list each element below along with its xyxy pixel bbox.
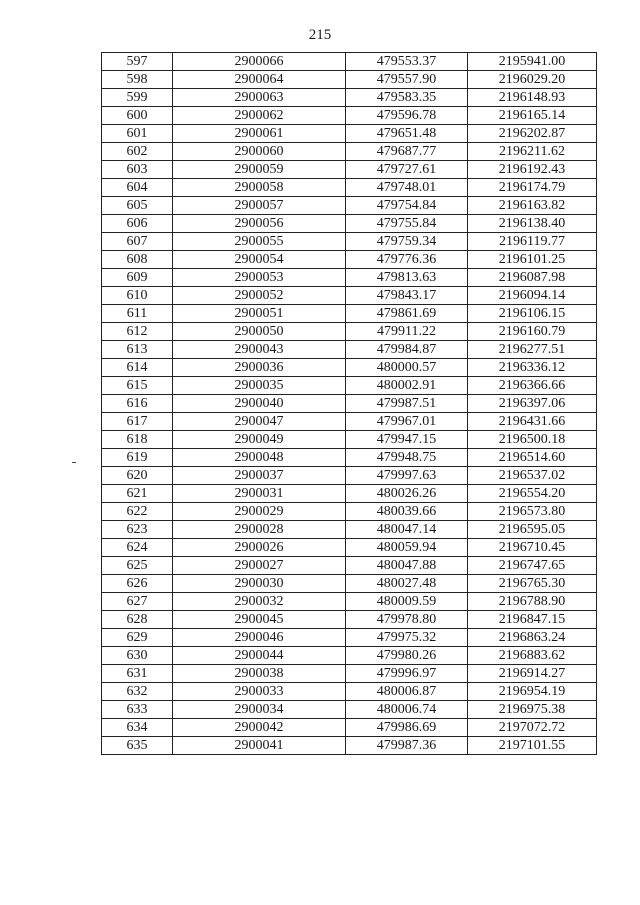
y-coordinate-cell: 2196029.20	[468, 71, 597, 89]
code-cell: 2900034	[173, 701, 346, 719]
code-cell: 2900036	[173, 359, 346, 377]
code-cell: 2900040	[173, 395, 346, 413]
point-number-cell: 629	[102, 629, 173, 647]
x-coordinate-cell: 479759.34	[346, 233, 468, 251]
point-number-cell: 600	[102, 107, 173, 125]
y-coordinate-cell: 2196192.43	[468, 161, 597, 179]
code-cell: 2900056	[173, 215, 346, 233]
point-number-cell: 603	[102, 161, 173, 179]
y-coordinate-cell: 2196106.15	[468, 305, 597, 323]
point-number-cell: 608	[102, 251, 173, 269]
point-number-cell: 625	[102, 557, 173, 575]
y-coordinate-cell: 2196087.98	[468, 269, 597, 287]
code-cell: 2900066	[173, 53, 346, 71]
table-row	[102, 71, 597, 89]
point-number-cell: 617	[102, 413, 173, 431]
point-number-cell: 601	[102, 125, 173, 143]
y-coordinate-cell: 2196119.77	[468, 233, 597, 251]
code-cell: 2900063	[173, 89, 346, 107]
y-coordinate-cell: 2196765.30	[468, 575, 597, 593]
table-row	[102, 557, 597, 575]
table-row	[102, 197, 597, 215]
x-coordinate-cell: 479986.69	[346, 719, 468, 737]
code-cell: 2900026	[173, 539, 346, 557]
x-coordinate-cell: 479557.90	[346, 71, 468, 89]
point-number-cell: 604	[102, 179, 173, 197]
code-cell: 2900029	[173, 503, 346, 521]
x-coordinate-cell: 479754.84	[346, 197, 468, 215]
x-coordinate-cell: 479843.17	[346, 287, 468, 305]
point-number-cell: 606	[102, 215, 173, 233]
x-coordinate-cell: 479980.26	[346, 647, 468, 665]
x-coordinate-cell: 479996.97	[346, 665, 468, 683]
point-number-cell: 610	[102, 287, 173, 305]
code-cell: 2900044	[173, 647, 346, 665]
table-row	[102, 521, 597, 539]
code-cell: 2900033	[173, 683, 346, 701]
x-coordinate-cell: 479596.78	[346, 107, 468, 125]
code-cell: 2900046	[173, 629, 346, 647]
table-row	[102, 683, 597, 701]
x-coordinate-cell: 479997.63	[346, 467, 468, 485]
point-number-cell: 613	[102, 341, 173, 359]
x-coordinate-cell: 479553.37	[346, 53, 468, 71]
point-number-cell: 619	[102, 449, 173, 467]
x-coordinate-cell: 480026.26	[346, 485, 468, 503]
point-number-cell: 632	[102, 683, 173, 701]
point-number-cell: 626	[102, 575, 173, 593]
table-row	[102, 53, 597, 71]
point-number-cell: 624	[102, 539, 173, 557]
y-coordinate-cell: 2196277.51	[468, 341, 597, 359]
y-coordinate-cell: 2196710.45	[468, 539, 597, 557]
x-coordinate-cell: 480027.48	[346, 575, 468, 593]
point-number-cell: 598	[102, 71, 173, 89]
code-cell: 2900052	[173, 287, 346, 305]
code-cell: 2900057	[173, 197, 346, 215]
x-coordinate-cell: 480039.66	[346, 503, 468, 521]
point-number-cell: 611	[102, 305, 173, 323]
y-coordinate-cell: 2196747.65	[468, 557, 597, 575]
table-row	[102, 323, 597, 341]
y-coordinate-cell: 2196573.80	[468, 503, 597, 521]
y-coordinate-cell: 2196954.19	[468, 683, 597, 701]
code-cell: 2900043	[173, 341, 346, 359]
table-row	[102, 395, 597, 413]
table-row	[102, 719, 597, 737]
code-cell: 2900041	[173, 737, 346, 755]
x-coordinate-cell: 479987.51	[346, 395, 468, 413]
x-coordinate-cell: 479967.01	[346, 413, 468, 431]
table-row	[102, 359, 597, 377]
point-number-cell: 623	[102, 521, 173, 539]
table-row	[102, 269, 597, 287]
table-row	[102, 143, 597, 161]
code-cell: 2900048	[173, 449, 346, 467]
table-row	[102, 305, 597, 323]
y-coordinate-cell: 2196366.66	[468, 377, 597, 395]
code-cell: 2900055	[173, 233, 346, 251]
x-coordinate-cell: 480009.59	[346, 593, 468, 611]
x-coordinate-cell: 479776.36	[346, 251, 468, 269]
x-coordinate-cell: 479651.48	[346, 125, 468, 143]
code-cell: 2900049	[173, 431, 346, 449]
y-coordinate-cell: 2196788.90	[468, 593, 597, 611]
code-cell: 2900042	[173, 719, 346, 737]
table-row	[102, 503, 597, 521]
code-cell: 2900030	[173, 575, 346, 593]
y-coordinate-cell: 2196174.79	[468, 179, 597, 197]
code-cell: 2900035	[173, 377, 346, 395]
table-row	[102, 89, 597, 107]
point-number-cell: 633	[102, 701, 173, 719]
point-number-cell: 618	[102, 431, 173, 449]
point-number-cell: 635	[102, 737, 173, 755]
y-coordinate-cell: 2196202.87	[468, 125, 597, 143]
table-body	[102, 53, 597, 755]
table-row	[102, 647, 597, 665]
code-cell: 2900053	[173, 269, 346, 287]
x-coordinate-cell: 479813.63	[346, 269, 468, 287]
table-row	[102, 431, 597, 449]
y-coordinate-cell: 2196847.15	[468, 611, 597, 629]
y-coordinate-cell: 2196914.27	[468, 665, 597, 683]
code-cell: 2900031	[173, 485, 346, 503]
x-coordinate-cell: 480002.91	[346, 377, 468, 395]
point-number-cell: 616	[102, 395, 173, 413]
point-number-cell: 622	[102, 503, 173, 521]
margin-mark	[72, 462, 76, 463]
y-coordinate-cell: 2196514.60	[468, 449, 597, 467]
code-cell: 2900050	[173, 323, 346, 341]
table-row	[102, 233, 597, 251]
point-number-cell: 631	[102, 665, 173, 683]
table-row	[102, 701, 597, 719]
y-coordinate-cell: 2195941.00	[468, 53, 597, 71]
table-row	[102, 413, 597, 431]
point-number-cell: 612	[102, 323, 173, 341]
table-row	[102, 665, 597, 683]
table-row	[102, 215, 597, 233]
point-number-cell: 609	[102, 269, 173, 287]
x-coordinate-cell: 479861.69	[346, 305, 468, 323]
code-cell: 2900045	[173, 611, 346, 629]
table-row	[102, 161, 597, 179]
page-number: 215	[308, 27, 332, 43]
code-cell: 2900051	[173, 305, 346, 323]
coordinates-table	[101, 52, 597, 755]
x-coordinate-cell: 479948.75	[346, 449, 468, 467]
y-coordinate-cell: 2196336.12	[468, 359, 597, 377]
x-coordinate-cell: 479911.22	[346, 323, 468, 341]
code-cell: 2900038	[173, 665, 346, 683]
table-row	[102, 107, 597, 125]
y-coordinate-cell: 2196537.02	[468, 467, 597, 485]
x-coordinate-cell: 479687.77	[346, 143, 468, 161]
table-row	[102, 287, 597, 305]
point-number-cell: 615	[102, 377, 173, 395]
x-coordinate-cell: 479583.35	[346, 89, 468, 107]
y-coordinate-cell: 2196211.62	[468, 143, 597, 161]
x-coordinate-cell: 480059.94	[346, 539, 468, 557]
code-cell: 2900064	[173, 71, 346, 89]
table-row	[102, 377, 597, 395]
code-cell: 2900047	[173, 413, 346, 431]
y-coordinate-cell: 2196160.79	[468, 323, 597, 341]
x-coordinate-cell: 479755.84	[346, 215, 468, 233]
x-coordinate-cell: 480000.57	[346, 359, 468, 377]
code-cell: 2900059	[173, 161, 346, 179]
x-coordinate-cell: 479978.80	[346, 611, 468, 629]
point-number-cell: 605	[102, 197, 173, 215]
y-coordinate-cell: 2196500.18	[468, 431, 597, 449]
y-coordinate-cell: 2196138.40	[468, 215, 597, 233]
table-row	[102, 179, 597, 197]
x-coordinate-cell: 479984.87	[346, 341, 468, 359]
point-number-cell: 630	[102, 647, 173, 665]
code-cell: 2900028	[173, 521, 346, 539]
table-row	[102, 251, 597, 269]
x-coordinate-cell: 479727.61	[346, 161, 468, 179]
x-coordinate-cell: 480006.74	[346, 701, 468, 719]
x-coordinate-cell: 479987.36	[346, 737, 468, 755]
table-row	[102, 449, 597, 467]
point-number-cell: 627	[102, 593, 173, 611]
point-number-cell: 602	[102, 143, 173, 161]
point-number-cell: 620	[102, 467, 173, 485]
y-coordinate-cell: 2196975.38	[468, 701, 597, 719]
code-cell: 2900061	[173, 125, 346, 143]
point-number-cell: 599	[102, 89, 173, 107]
point-number-cell: 628	[102, 611, 173, 629]
code-cell: 2900037	[173, 467, 346, 485]
point-number-cell: 607	[102, 233, 173, 251]
y-coordinate-cell: 2196163.82	[468, 197, 597, 215]
table-row	[102, 629, 597, 647]
y-coordinate-cell: 2197101.55	[468, 737, 597, 755]
x-coordinate-cell: 480006.87	[346, 683, 468, 701]
table-row	[102, 593, 597, 611]
y-coordinate-cell: 2197072.72	[468, 719, 597, 737]
y-coordinate-cell: 2196165.14	[468, 107, 597, 125]
table-row	[102, 125, 597, 143]
x-coordinate-cell: 480047.88	[346, 557, 468, 575]
y-coordinate-cell: 2196883.62	[468, 647, 597, 665]
table-row	[102, 341, 597, 359]
point-number-cell: 621	[102, 485, 173, 503]
table-row	[102, 467, 597, 485]
table-row	[102, 485, 597, 503]
table-row	[102, 575, 597, 593]
x-coordinate-cell: 479748.01	[346, 179, 468, 197]
table-row	[102, 539, 597, 557]
point-number-cell: 614	[102, 359, 173, 377]
y-coordinate-cell: 2196554.20	[468, 485, 597, 503]
point-number-cell: 597	[102, 53, 173, 71]
code-cell: 2900054	[173, 251, 346, 269]
code-cell: 2900060	[173, 143, 346, 161]
x-coordinate-cell: 480047.14	[346, 521, 468, 539]
y-coordinate-cell: 2196148.93	[468, 89, 597, 107]
x-coordinate-cell: 479947.15	[346, 431, 468, 449]
y-coordinate-cell: 2196094.14	[468, 287, 597, 305]
y-coordinate-cell: 2196101.25	[468, 251, 597, 269]
code-cell: 2900062	[173, 107, 346, 125]
y-coordinate-cell: 2196397.06	[468, 395, 597, 413]
code-cell: 2900032	[173, 593, 346, 611]
y-coordinate-cell: 2196431.66	[468, 413, 597, 431]
y-coordinate-cell: 2196863.24	[468, 629, 597, 647]
y-coordinate-cell: 2196595.05	[468, 521, 597, 539]
table-row	[102, 611, 597, 629]
table-row	[102, 737, 597, 755]
code-cell: 2900027	[173, 557, 346, 575]
point-number-cell: 634	[102, 719, 173, 737]
code-cell: 2900058	[173, 179, 346, 197]
x-coordinate-cell: 479975.32	[346, 629, 468, 647]
